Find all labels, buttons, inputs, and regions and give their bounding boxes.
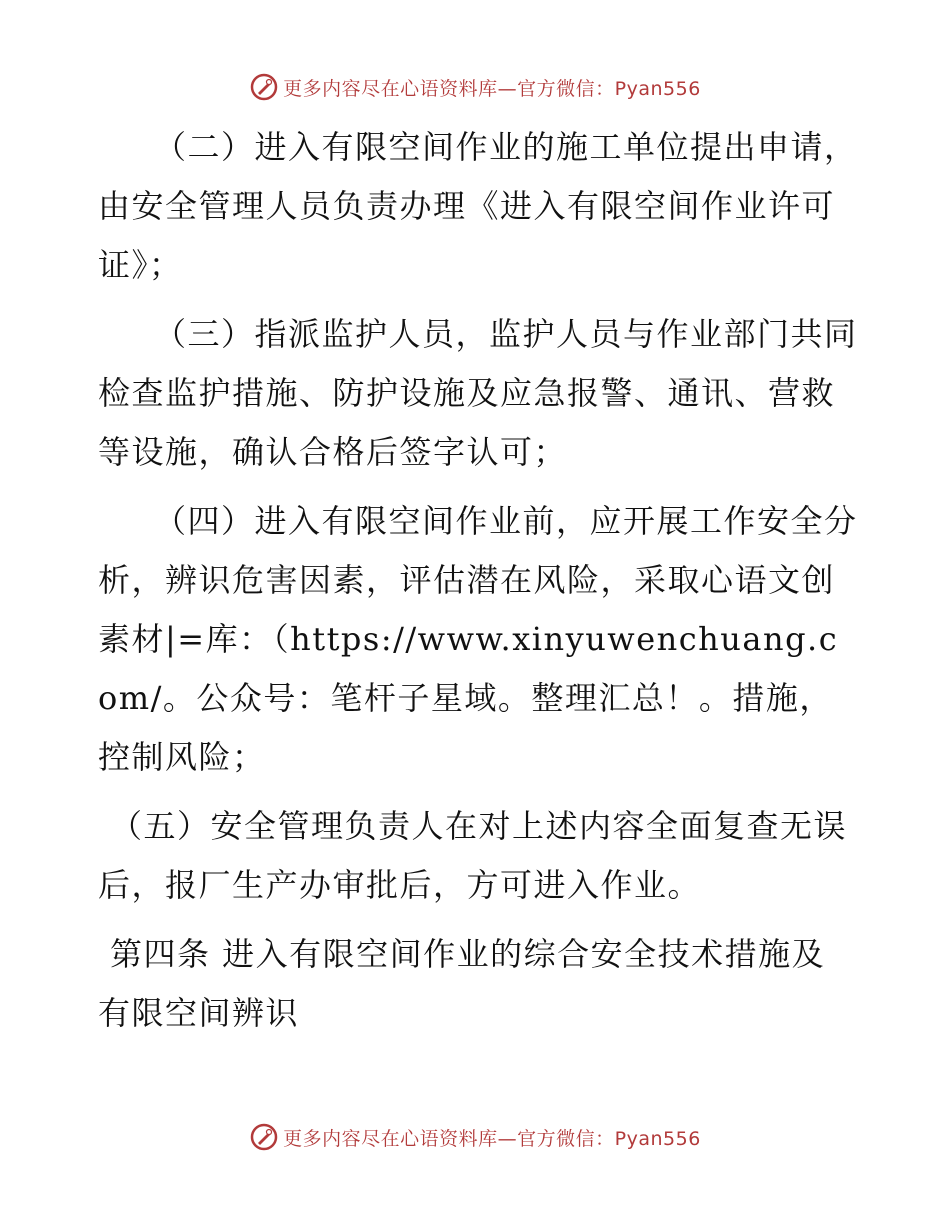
document-body	[98, 118, 858, 1053]
quill-seal-icon	[249, 72, 279, 102]
quill-seal-icon	[249, 1122, 279, 1152]
paragraph-3: （三）指派监护人员，监护人员与作业部门共同检查监护措施、防护设施及应急报警、通讯、营救等设施，确认合格后签字认可；	[98, 315, 858, 471]
paragraph-4: （四）进入有限空间作业前，应开展工作安全分析，辨识危害因素，评估潜在风险，采取心语文创素材|=库：（https://www.xinyuwenchuang.com/。公众号：笔杆子星域。整理汇总！。措施，控制风险；	[98, 502, 858, 776]
article-4-heading: 第四条 进入有限空间作业的综合安全技术措施及有限空间辨识	[98, 935, 826, 1032]
paragraph-5: （五）安全管理负责人在对上述内容全面复查无误后，报厂生产办审批后，方可进入作业。	[98, 807, 848, 904]
footer-banner	[0, 1122, 950, 1152]
footer-banner-text: 更多内容尽在心语资料库—官方微信：Pyan556	[283, 1127, 701, 1150]
header-banner-text: 更多内容尽在心语资料库—官方微信：Pyan556	[283, 77, 701, 100]
header-banner	[0, 72, 950, 102]
paragraph-2: （二）进入有限空间作业的施工单位提出申请，由安全管理人员负责办理《进入有限空间作业许可证》；	[98, 128, 858, 284]
